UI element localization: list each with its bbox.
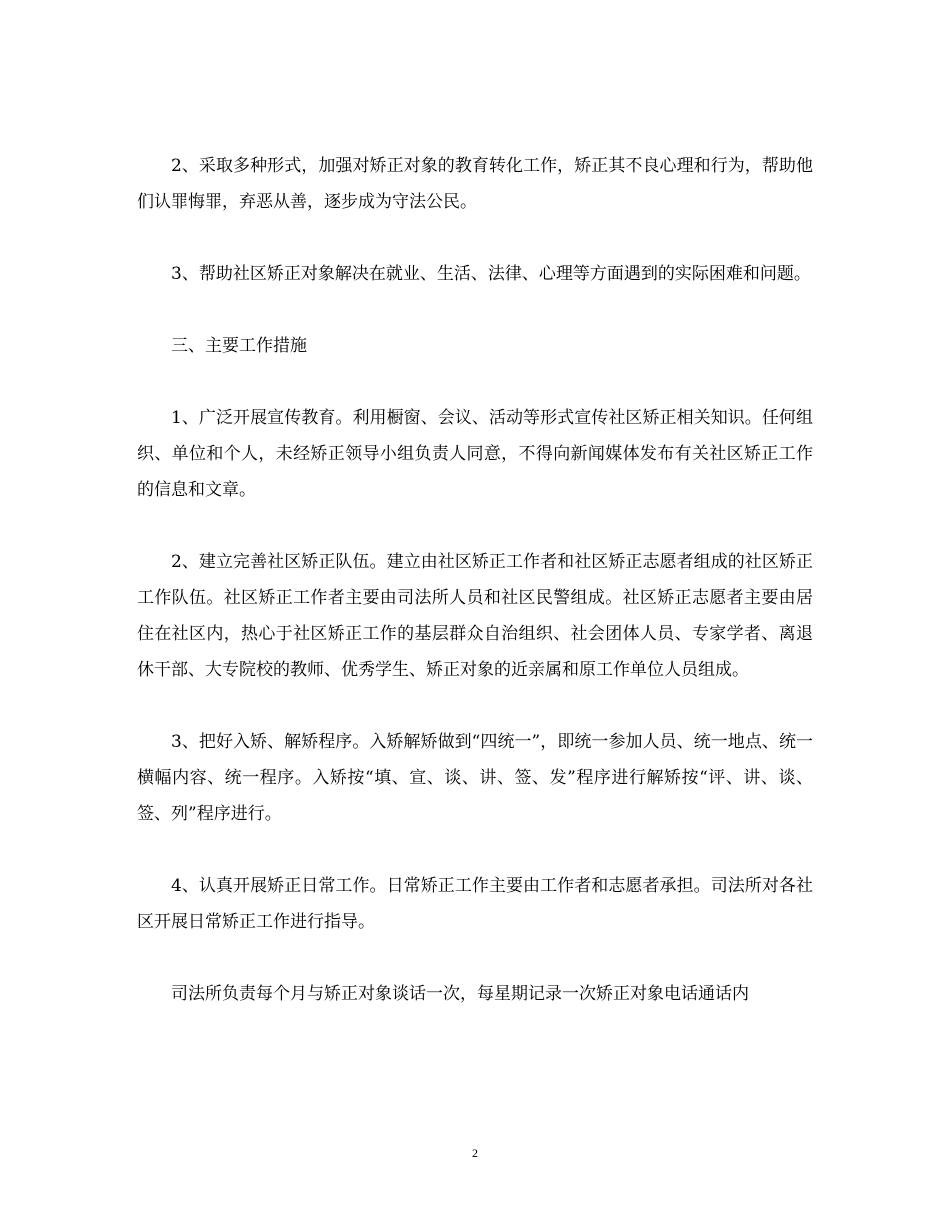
- paragraph-publicity-education: 1、广泛开展宣传教育。利用橱窗、会议、活动等形式宣传社区矫正相关知识。任何组织、单位和个人，未经矫正领导小组负责人同意，不得向新闻媒体发布有关社区矫正工作的信息和文章。: [137, 408, 813, 500]
- paragraph-education-transformation: 2、采取多种形式，加强对矫正对象的教育转化工作，矫正其不良心理和行为，帮助他们认罪悔罪，弃恶从善，逐步成为守法公民。: [137, 156, 813, 212]
- document-body: [137, 148, 813, 1048]
- paragraph-monthly-talk: 司法所负责每个月与矫正对象谈话一次，每星期记录一次矫正对象电话通话内: [171, 984, 749, 1004]
- paragraph-correction-team: 2、建立完善社区矫正队伍。建立由社区矫正工作者和社区矫正志愿者组成的社区矫正工作队伍。社区矫正工作者主要由司法所人员和社区民警组成。社区矫正志愿者主要由居住在社区内，热心于社区矫正工作的基层群众自治组织、社会团体人员、专家学者、离退休干部、大专院校的教师、优秀学生、矫正对象的近亲属和原工作单位人员组成。: [137, 552, 813, 680]
- paragraph-entry-exit-procedure: 3、把好入矫、解矫程序。入矫解矫做到“四统一”，即统一参加人员、统一地点、统一横幅内容、统一程序。入矫按“填、宣、谈、讲、签、发”程序进行解矫按“评、讲、谈、签、列”程序进行。: [137, 732, 813, 824]
- section-heading-main-measures: 三、主要工作措施: [171, 336, 307, 356]
- page-number: 2: [472, 1146, 478, 1160]
- paragraph-help-difficulties: 3、帮助社区矫正对象解决在就业、生活、法律、心理等方面遇到的实际困难和问题。: [171, 264, 811, 284]
- paragraph-daily-work: 4、认真开展矫正日常工作。日常矫正工作主要由工作者和志愿者承担。司法所对各社区开展日常矫正工作进行指导。: [137, 876, 813, 932]
